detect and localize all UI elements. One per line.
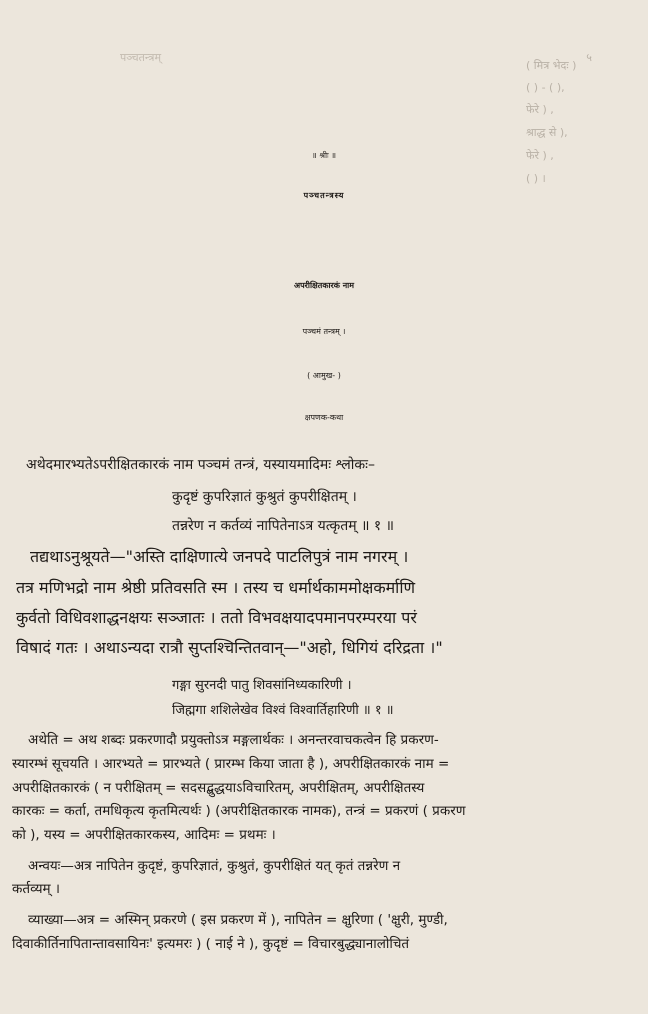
commentary-line: अथेति = अथ शब्दः प्रकरणादौ प्रयुक्तोऽत्र मङ्गलार्थकः । अनन्तरवाचकत्वेन हि प्रकरण- [28, 732, 439, 748]
bleed-line: फेरे ) , [526, 103, 554, 116]
story-title: क्षपणक-कथा [304, 413, 344, 422]
bleed-through-header: पञ्चतन्त्रम् [120, 51, 162, 64]
story-line: कुर्वतो विधिवशाद्धनक्षयः सञ्जातः । ततो विभवक्षयादपमानपरम्परया परं [16, 608, 417, 627]
sloka-line: गङ्गा सुरनदी पातु शिवसांनिध्यकारिणी । [172, 678, 352, 693]
bleed-line: ( ) । [526, 172, 546, 185]
invocation: ॥ श्रीः ॥ [311, 151, 337, 160]
story-line: तत्र मणिभद्रो नाम श्रेष्ठी प्रतिवसति स्म । तस्य च धर्मार्थकाममोक्षकर्माणि [16, 578, 416, 597]
vyakhya-line: दिवाकीर्तिनापितान्तावसायिनः' इत्यमरः ) ( नाई ने ), कुदृष्टं = विचारबुद्ध्यानालोचितं [12, 936, 410, 952]
part-title: अपरीक्षितकारकं नाम [293, 281, 355, 290]
bleed-line: फेरे ) , [526, 149, 554, 162]
book-title: पञ्चतन्त्रस्य [303, 191, 345, 200]
vyakhya-line: व्याख्या—अत्र = अस्मिन् प्रकरणे ( इस प्रकरण में ), नापितेन = क्षुरिणा ( 'क्षुरी, मुण्डी, [28, 912, 448, 928]
verse-line: तन्नरेण न कर्तव्यं नापितेनाऽत्र यत्कृतम् ॥ १ ॥ [172, 518, 395, 534]
bleed-line: ( मित्र भेदः ) [526, 59, 577, 72]
intro-line: अथेदमारभ्यतेऽपरीक्षितकारकं नाम पञ्चमं तन्त्रं, यस्यायमादिमः श्लोकः– [26, 457, 375, 473]
bleed-line: ( ) - ( ), [526, 81, 565, 94]
commentary-line: कारकः = कर्ता, तमधिकृत्य कृतमित्यर्थः ) (अपरीक्षितकारक नामक), तन्त्रं = प्रकरणं ( प्रकरण [12, 803, 466, 819]
bleed-through-margin [526, 58, 636, 186]
commentary-line: अपरीक्षितकारकं ( न परीक्षितम् = सदसद्बुद्धयाऽविचारितम्, अपरीक्षितम्, अपरीक्षितस्य [12, 780, 425, 796]
bleed-line: श्राद्ध से ), [526, 126, 568, 139]
tantra-label: पञ्चमं तन्त्रम् । [302, 327, 346, 336]
sloka-line: जिह्मगा शशिलेखेव विश्वं विश्वार्तिहारिणी ॥ १ ॥ [172, 703, 394, 718]
anvaya-line: अन्वयः—अत्र नापितेन कुदृष्टं, कुपरिज्ञातं, कुश्रुतं, कुपरीक्षितं यत् कृतं तन्नरेण न [28, 858, 401, 874]
section-label: ( आमुख- ) [307, 371, 341, 380]
verse-line: कुदृष्टं कुपरिज्ञातं कुश्रुतं कुपरीक्षितम् । [172, 489, 357, 505]
bleed-through-page-number: ५ [586, 51, 592, 64]
commentary-line: को ), यस्य = अपरीक्षितकारकस्य, आदिमः = प्रथमः । [12, 827, 276, 843]
commentary-line: स्यारम्भं सूचयति । आरभ्यते = प्रारभ्यते ( प्रारम्भ किया जाता है ), अपरीक्षितकारकं नाम = [12, 756, 450, 772]
anvaya-line: कर्तव्यम् । [12, 881, 60, 897]
story-line: तद्यथाऽनुश्रूयते—"अस्ति दाक्षिणात्ये जनपदे पाटलिपुत्रं नाम नगरम् । [30, 547, 409, 566]
story-line: विषादं गतः । अथाऽन्यदा रात्रौ सुप्तश्चिन्तितवान्—"अहो, धिगियं दरिद्रता ।" [16, 638, 443, 657]
